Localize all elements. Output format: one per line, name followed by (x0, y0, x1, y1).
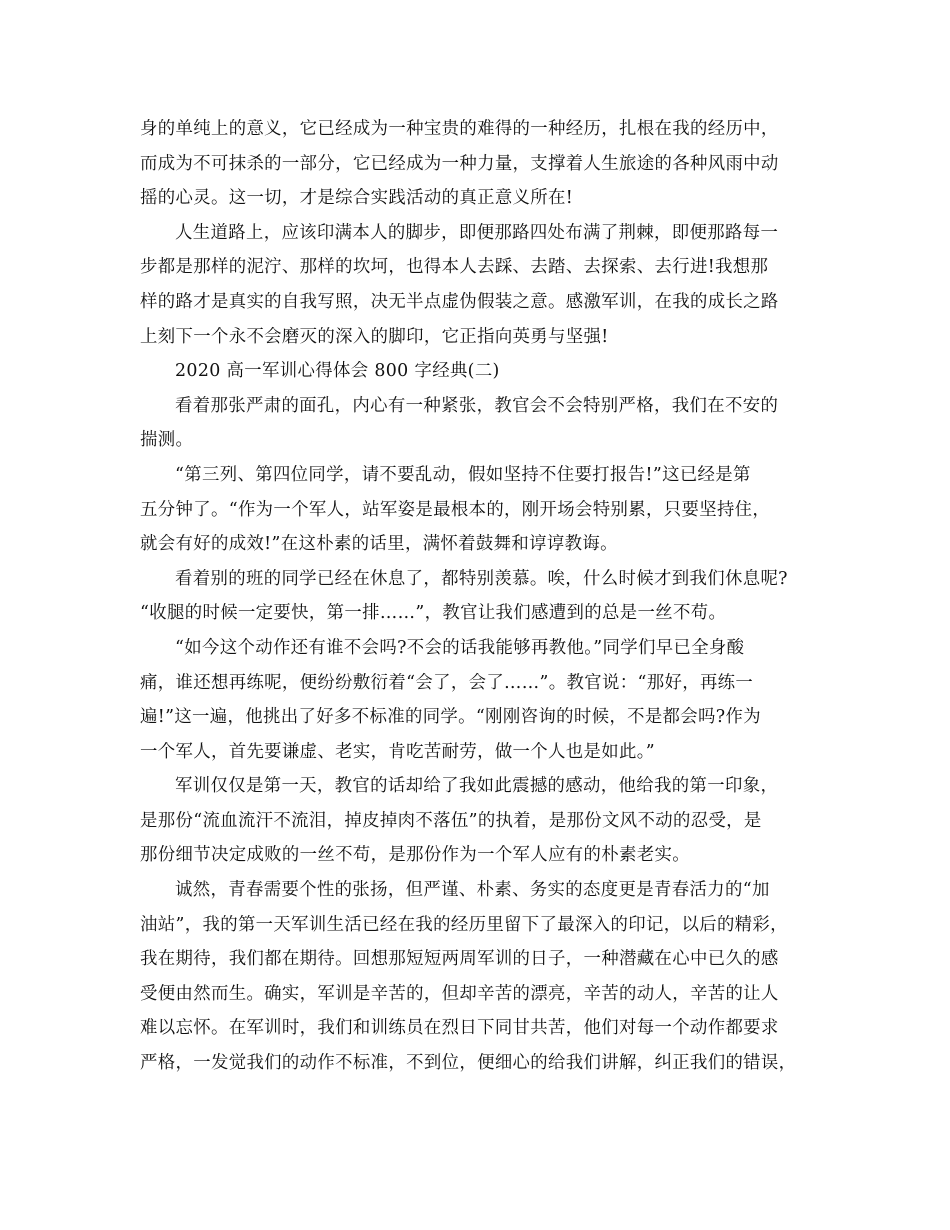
text-line: 摇的心灵。这一切，才是综合实践活动的真正意义所在! (140, 188, 574, 209)
text-line: 样的路才是真实的自我写照，决无半点虚伪假装之意。感激军训，在我的成长之路 (140, 291, 779, 312)
text-line: 看着别的班的同学已经在休息了，都特别羡慕。唉，什么时候才到我们休息呢? (175, 568, 788, 589)
text-line: “第三列、第四位同学，请不要乱动，假如坚持不住要打报告!”这已经是第 (175, 464, 751, 485)
text-line: 就会有好的成效!”在这朴素的话里，满怀着鼓舞和谆谆教诲。 (140, 534, 618, 555)
text-line: 上刻下一个永不会磨灭的深入的脚印，它正指向英勇与坚强! (140, 326, 609, 347)
text-line: 步都是那样的泥泞、那样的坎坷，也得本人去踩、去踏、去探索、去行进!我想那 (140, 257, 769, 278)
text-line: 油站”，我的第一天军训生活已经在我的经历里留下了最深入的印记，以后的精彩， (140, 914, 788, 935)
text-line: 揣测。 (140, 430, 194, 451)
text-line: 严格，一发觉我们的动作不标准，不到位，便细心的给我们讲解，纠正我们的错误， (140, 1053, 797, 1074)
text-line: 一个军人，首先要谦虚、老实，肯吃苦耐劳，做一个人也是如此。” (140, 741, 656, 762)
text-line: 五分钟了。“作为一个军人，站军姿是最根本的，刚开场会特别累，只要坚持住， (140, 499, 771, 520)
text-line: 我在期待，我们都在期待。回想那短短两周军训的日子，一种潜藏在心中已久的感 (140, 949, 779, 970)
text-line: 身的单纯上的意义，它已经成为一种宝贵的难得的一种经历，扎根在我的经历中， (140, 119, 779, 139)
text-line: 而成为不可抹杀的一部分，它已经成为一种力量，支撑着人生旅途的各种风雨中动 (140, 153, 779, 174)
text-line: 是那份“流血流汗不流泪，掉皮掉肉不落伍”的执着，是那份文风不动的忍受，是 (140, 810, 762, 831)
text-line: 难以忘怀。在军训时，我们和训练员在烈日下同甘共苦，他们对每一个动作都要求 (140, 1018, 779, 1039)
section-heading: 2020 高一军训心得体会 800 字经典(二) (175, 361, 500, 382)
text-line: “如今这个动作还有谁不会吗?不会的话我能够再教他。”同学们早已全身酸 (175, 637, 745, 658)
text-line: 那份细节决定成败的一丝不苟，是那份作为一个军人应有的朴素老实。 (140, 845, 690, 866)
text-line: 人生道路上，应该印满本人的脚步，即便那路四处布满了荆棘，即便那路每一 (175, 222, 779, 243)
text-line: 受便由然而生。确实，军训是辛苦的，但却辛苦的漂亮，辛苦的动人，辛苦的让人 (140, 983, 779, 1004)
text-line: “收腿的时候一定要快，第一排……”，教官让我们感遭到的总是一丝不苟。 (140, 603, 727, 624)
document-body (140, 112, 820, 1081)
text-line: 看着那张严肃的面孔，内心有一种紧张，教官会不会特别严格，我们在不安的 (175, 395, 779, 416)
text-line: 遍!”这一遍，他挑出了好多不标准的同学。“刚刚咨询的时候，不是都会吗?作为 (140, 707, 761, 728)
text-line: 军训仅仅是第一天，教官的话却给了我如此震撼的感动，他给我的第一印象， (175, 776, 779, 797)
text-line: 痛，谁还想再练呢，便纷纷敷衍着“会了，会了……”。教官说：“那好，再练一 (140, 672, 754, 693)
text-line: 诚然，青春需要个性的张扬，但严谨、朴素、务实的态度更是青春活力的“加 (175, 880, 770, 901)
